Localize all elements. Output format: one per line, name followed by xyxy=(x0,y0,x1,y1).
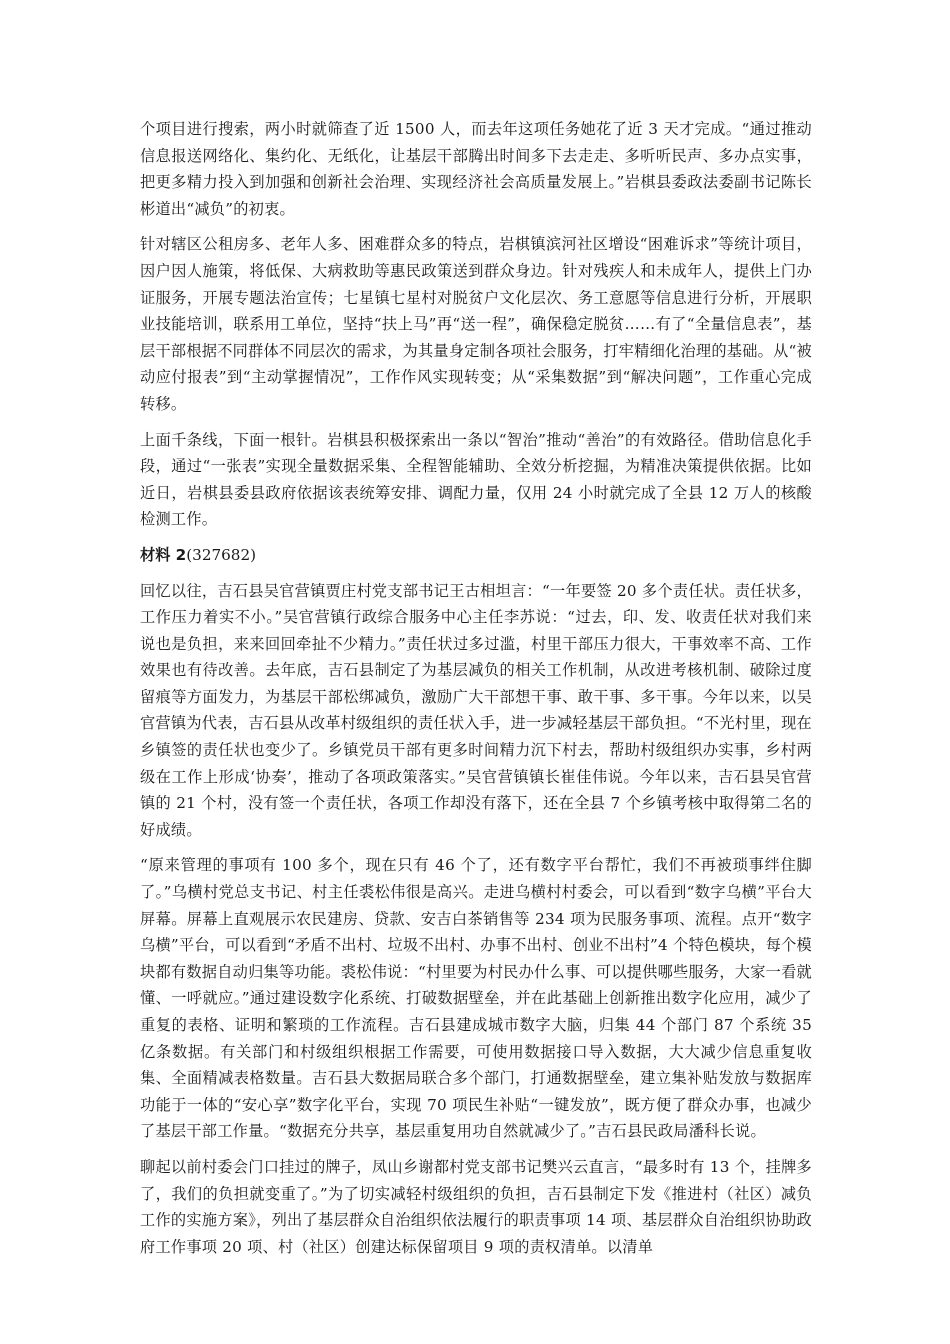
paragraph: 个项目进行搜索，两小时就筛查了近 1500 人，而去年这项任务她花了近 3 天才完成。“通过推动信息报送网络化、集约化、无纸化，让基层干部腾出时间多下去走走、多听听民声、多办点实事，把更多精力投入到加强和创新社会治理、实现经济社会高质量发展上。”岩棋县委政法委副书记陈长彬道出“减负”的初衷。 xyxy=(140,120,812,218)
section-heading-label: 材料 2 xyxy=(140,545,187,564)
paragraph: 回忆以往，吉石县吴官营镇贾庄村党支部书记王古相坦言：“一年要签 20 多个责任状。责任状多，工作压力着实不小。”吴官营镇行政综合服务中心主任李苏说：“过去，印、发、收责任状对我们来说也是负担，来来回回牵扯不少精力。”责任状过多过滥，村里干部压力很大，干事效率不高、工作效果也有待改善。去年底，吉石县制定了为基层减负的相关工作机制，从改进考核机制、破除过度留痕等方面发力，为基层干部松绑减负，激励广大干部想干事、敢干事、多干事。今年以来，以吴官营镇为代表，吉石县从改革村级组织的责任状入手，进一步减轻基层干部负担。“不光村里，现在乡镇签的责任状也变少了。乡镇党员干部有更多时间精力沉下村去，帮助村级组织办实事，乡村两级在工作上形成‘协奏’，推动了各项政策落实。”吴官营镇镇长崔佳伟说。今年以来，吉石县吴官营镇的 21 个村，没有签一个责任状，各项工作却没有落下，还在全县 7 个乡镇考核中取得第二名的好成绩。 xyxy=(140,581,812,839)
section-heading-code: (327682) xyxy=(186,545,257,564)
paragraph: 针对辖区公租房多、老年人多、困难群众多的特点，岩棋镇滨河社区增设“困难诉求”等统计项目，因户因人施策，将低保、大病救助等惠民政策送到群众身边。针对残疾人和未成年人，提供上门办证服务，开展专题法治宣传；七星镇七星村对脱贫户文化层次、务工意愿等信息进行分析，开展职业技能培训，联系用工单位，坚持“扶上马”再“送一程”，确保稳定脱贫……有了“全量信息表”，基层干部根据不同群体不同层次的需求，为其量身定制各项社会服务，打牢精细化治理的基础。从“被动应付报表”到“主动掌握情况”，工作作风实现转变；从“采集数据”到“解决问题”，工作重心完成转移。 xyxy=(140,235,812,413)
section-heading xyxy=(140,542,812,569)
paragraph: 上面千条线，下面一根针。岩棋县积极探索出一条以“智治”推动“善治”的有效路径。借助信息化手段，通过“一张表”实现全量数据采集、全程智能辅助、全效分析挖掘，为精准决策提供依据。比如近日，岩棋县委县政府依据该表统筹安排、调配力量，仅用 24 小时就完成了全县 12 万人的核酸检测工作。 xyxy=(140,430,812,529)
paragraph: “原来管理的事项有 100 多个，现在只有 46 个了，还有数字平台帮忙，我们不再被琐事绊住脚了。”乌横村党总支书记、村主任裘松伟很是高兴。走进乌横村村委会，可以看到“数字乌横”平台大屏幕。屏幕上直观展示农民建房、贷款、安吉白茶销售等 234 项为民服务事项、流程。点开“数字乌横”平台，可以看到“矛盾不出村、垃圾不出村、办事不出村、创业不出村”4 个特色模块，每个模块都有数据自动归集等功能。裘松伟说：“村里要为村民办什么事、可以提供哪些服务，大家一看就懂、一呼就应。”通过建设数字化系统、打破数据壁垒，并在此基础上创新推出数字化应用，减少了重复的表格、证明和繁琐的工作流程。吉石县建成城市数字大脑，归集 44 个部门 87 个系统 35 亿条数据。有关部门和村级组织根据工作需要，可使用数据接口导入数据，大大减少信息重复收集、全面精减表格数量。吉石县大数据局联合多个部门，打通数据壁垒，建立集补贴发放与数据库功能于一体的“安心享”数字化平台，实现 70 项民生补贴“一键发放”，既方便了群众办事，也减少了基层干部工作量。“数据充分共享，基层重复用功自然就减少了。”吉石县民政局潘科长说。 xyxy=(140,856,812,1141)
paragraph: 聊起以前村委会门口挂过的牌子，凤山乡谢都村党支部书记樊兴云直言，“最多时有 13 个，挂牌多了，我们的负担就变重了。”为了切实减轻村级组织的负担，吉石县制定下发《推进村（社区）减负工作的实施方案》，列出了基层群众自治组织依法履行的职责事项 14 项、基层群众自治组织协助政府工作事项 20 项、村（社区）创建达标保留项目 9 项的责权清单。以清单 xyxy=(140,1157,812,1256)
